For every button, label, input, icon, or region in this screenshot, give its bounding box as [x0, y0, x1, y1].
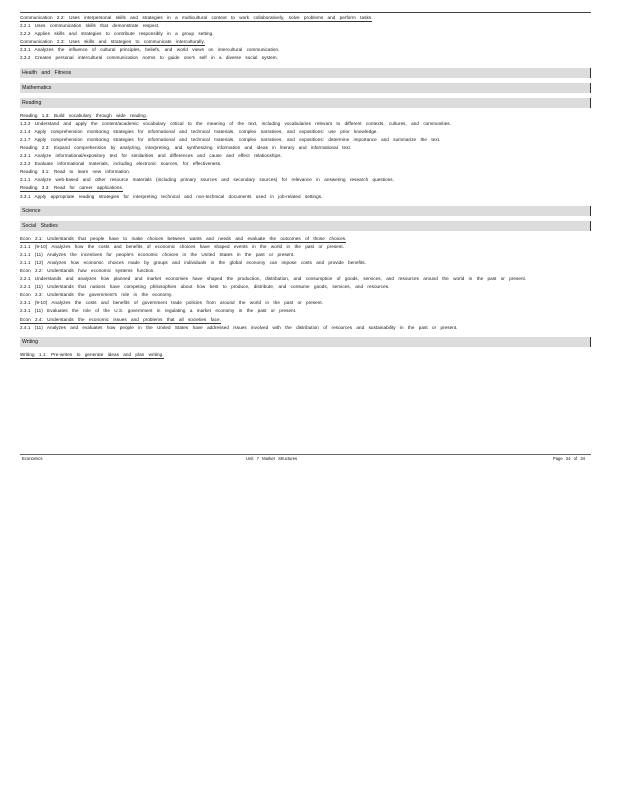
- standard-item: 3.1.1 Analyze web-based and other resource materials (including primary sources and secondary sources) for relevance in answering research questions.: [20, 177, 394, 183]
- page-footer: [20, 454, 591, 463]
- standard-heading-text: Reading 1.3: Build vocabulary through wide reading.: [20, 112, 148, 118]
- standard-item: 2.3.1 (9-10) Analyzes the costs and benefits of government trade policies from around the world in the past or present.: [20, 300, 323, 306]
- standard-item: 2.4.1 (11) Analyzes and evaluates how people in the United States have addressed issues involved with the distribution of resources and sustainability in the past or present.: [20, 324, 458, 330]
- subject-section-header: Writing: [20, 337, 591, 347]
- standard-heading: [20, 184, 591, 192]
- standard-item: 3.3.1 Apply appropriate reading strategies for interpreting technical and non-technical documents used in job-related settings.: [20, 193, 323, 199]
- standard-item: 2.2.1 Uses communication skills that demonstrate respect.: [20, 23, 160, 29]
- standard-heading-text: Writing 1.1: Pre-writes to generate ideas and plan writing.: [20, 351, 164, 357]
- standard-item: 1.3.2 Understand and apply the content/academic vocabulary critical to the meaning of the text, including vocabularies relevant to different contexts, cultures, and communities.: [20, 120, 451, 126]
- standard-item: Reading 2.3: Expand comprehension by analyzing, interpreting, and synthesizing information and ideas in literary and informational text.: [20, 144, 352, 150]
- subject-section-header: Reading: [20, 98, 591, 108]
- standard-heading: [20, 112, 591, 120]
- standard-heading: [20, 351, 591, 359]
- standard-item: 2.1.4 Apply comprehension monitoring strategies for informational and technical materials, complex narratives, and expositions: use prior knowledge.: [20, 128, 378, 134]
- standard-heading: [20, 38, 591, 46]
- standard-item: 2.2.2 Applies skills and strategies to contribute responsibly in a group setting.: [20, 31, 214, 37]
- subject-section-header: Social Studies: [20, 221, 591, 231]
- standard-item: 2.1.1 (12) Analyzes how economic choices made by groups and individuals in the global economy can impose costs and provide benefits.: [20, 259, 366, 265]
- standard-item: Econ 2.3: Understands the government's role in the economy.: [20, 292, 173, 298]
- standards-list: [20, 14, 591, 359]
- standard-item: 2.1.7 Apply comprehension monitoring strategies for informational and technical materials, complex narratives, and expositions: determine importance and summarize the text.: [20, 136, 441, 142]
- footer-course: Economics: [22, 456, 43, 461]
- subject-section-header: Health and Fitness: [20, 68, 591, 78]
- standard-item: 2.1.1 (11) Analyzes the incentives for people's economic choices in the United States in the past or present.: [20, 251, 295, 257]
- subject-section-header: Science: [20, 206, 591, 216]
- standard-item: 2.1.1 (9-10) Analyzes how the costs and benefits of economic choices have shaped events in the world in the past or present.: [20, 243, 345, 249]
- standard-item: 2.3.2 Evaluate informational materials, including electronic sources, for effectiveness.: [20, 161, 222, 167]
- standard-item: 2.3.1 Analyzes the influence of cultural principles, beliefs, and world views on intercultural communication.: [20, 47, 280, 53]
- standard-item: 2.3.1 (11) Evaluates the role of the U.S. government in regulating a market economy in the past or present.: [20, 308, 297, 314]
- footer-unit: Unit 7 Market Structures: [246, 456, 298, 461]
- standard-item: 2.2.1 Understands and analyzes how planned and market economies have shaped the production, distribution, and consumption of goods, services, and resources around the world in the past or present.: [20, 276, 527, 282]
- standard-item: Reading 3.1: Read to learn new information.: [20, 169, 131, 175]
- standard-item: Econ 2.2: Understands how economic systems function.: [20, 267, 155, 273]
- standard-item: 2.3.1 Analyze informational/expository text for similarities and differences and cause and effect relationships.: [20, 153, 282, 159]
- standard-item: 2.2.1 (11) Understands that nations have competing philosophies about how best to produce, distribute, and consume goods, services, and resources.: [20, 284, 390, 290]
- standard-heading: [20, 235, 591, 243]
- standard-item: 2.3.2 Creates personal intercultural communication norms to guide one's self in a diverse social system.: [20, 55, 278, 61]
- standard-heading-text: Econ 2.4: Understands the economic issues and problems that all societies face.: [20, 316, 221, 322]
- standard-heading-text: Reading 3.3: Read for career applications.: [20, 185, 124, 191]
- standard-heading: [20, 14, 591, 22]
- standard-heading: [20, 316, 591, 324]
- standard-heading-text: Communication 2.3: Uses skills and strategies to communicate interculturally.: [20, 39, 205, 45]
- standard-heading-text: Econ 2.1: Understands that people have to make choices between wants and needs and evaluate the outcomes of those choices.: [20, 235, 347, 241]
- footer-page-number: Page 24 of 34: [552, 456, 585, 461]
- standard-heading-text: Communication 2.2: Uses interpersonal skills and strategies in a multicultural context to work collaboratively, solve problems and perform tasks.: [20, 15, 373, 20]
- document-page: [20, 12, 591, 359]
- top-rule: [20, 12, 591, 13]
- subject-section-header: Mathematics: [20, 83, 591, 93]
